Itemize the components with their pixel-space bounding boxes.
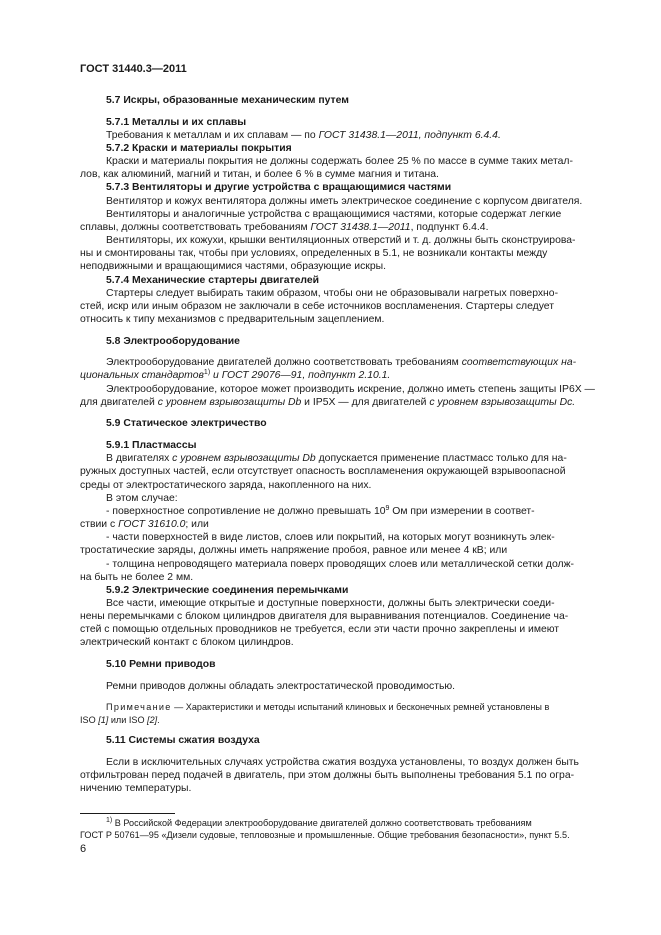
footnote-marker: 1) [203,369,211,377]
document-body [80,94,616,795]
paragraph-line: Вентиляторы и аналогичные устройства с вращающимися частями, которые содержат легкие [106,208,562,220]
paragraph-line: Все части, имеющие открытые и доступные поверхности, должны быть электрически соеди- [106,597,555,609]
list-item: - поверхностное сопротивление не должно превышать $10^9$ Ом при измерении в соответ- [106,504,535,517]
section-5-8-title: 5.8 Электрооборудование [106,335,240,347]
paragraph-line: ствии с ГОСТ 31610.0; или [80,519,209,531]
paragraph-line: тростатические заряды, должны иметь напряжение пробоя, равное или менее 4 кВ; или [80,545,508,557]
paragraph-line: неподвижными и вращающимися частями, образующие искры. [80,261,386,273]
list-item: - толщина непроводящего материала поверх проводящих слоев или металлической сетки долж- [106,558,574,570]
section-5-11-title: 5.11 Системы сжатия воздуха [106,735,260,747]
paragraph-line: электрический контакт с блоком цилиндров. [80,637,294,649]
paragraph: Требования к металлам и их сплавам — по ГОСТ 31438.1—2011, подпункт 6.4.4. [106,129,501,141]
paragraph-line: Электрооборудование, которое может производить искрение, должно иметь степень защиты IP6X — [106,383,595,395]
note-label: Примечание [106,702,172,713]
section-5-7-4-title: 5.7.4 Механические стартеры двигателей [106,274,320,286]
document-header-code: ГОСТ 31440.3—2011 [80,63,187,75]
footnote-divider [80,813,175,814]
footnote [80,817,616,841]
paragraph-line: В этом случае: [106,492,178,504]
section-5-7-2-title: 5.7.2 Краски и материалы покрытия [106,142,292,154]
section-5-9-title: 5.9 Статическое электричество [106,418,267,430]
section-5-9-2-title: 5.9.2 Электрические соединения перемычками [106,584,349,596]
paragraph-line: стей с помощью отдельных проводников не требуется, если эти части прочно закреплены и имеют [80,624,560,636]
paragraph-line: Электрооборудование двигателей должно соответствовать требованиям соответствующих на- [106,357,577,369]
paragraph-line: ничению температуры. [80,783,192,795]
paragraph-line: относить к типу механизмов с предварительным зацеплением. [80,314,385,325]
footnote-marker: 1) [106,817,113,824]
footnote-line: $^{1)}$ В Российской Федерации электрооборудование двигателей должно соответствовать требованиям [106,817,532,828]
standard-reference: ГОСТ 31438.1—2011, подпункт 6.4.4. [318,129,501,141]
page-number: 6 [80,843,87,855]
paragraph-line: сплавы, должны соответствовать требованиям ГОСТ 31438.1—2011, подпункт 6.4.4. [80,221,489,233]
paragraph-line: лов, как алюминий, магний и титан, и более 6 % в сумме магния и титана. [80,169,439,181]
paragraph-line: стей, искр или иным образом не заключали в себе источников воспламенения. Стартеры следует [80,300,554,312]
paragraph-line: Ремни приводов должны обладать электростатической проводимостью. [106,680,456,692]
section-5-7-1-title: 5.7.1 Металлы и их сплавы [106,116,247,128]
paragraph-line: отфильтрован перед подачей в двигатель, при этом должны быть выполнены требования 5.1 по огра- [80,769,575,781]
paragraph-line: Стартеры следует выбирать таким образом, чтобы они не образовывали нагретых поверхно- [106,287,559,299]
section-5-7-3-title: 5.7.3 Вентиляторы и другие устройства с вращающимися частями [106,182,452,194]
standard-reference: ГОСТ 31610.0 [118,519,186,531]
paragraph-line: циональных стандартов$^{1)}$ и ГОСТ 29076—91, подпункт 2.10.1. [80,369,391,382]
paragraph-line: для двигателей с уровнем взрывозащиты Db и IP5X — для двигателей с уровнем взрывозащиты Dc. [80,396,576,408]
footnote-line: ГОСТ Р 50761—95 «Дизели судовые, тепловозные и промышленные. Общие требования безопасности», пункт 5.5. [80,830,570,841]
section-5-9-1-title: 5.9.1 Пластмассы [106,440,197,452]
paragraph-line: Вентиляторы, их кожухи, крышки вентиляционных отверстий и т. д. должны быть сконструирова- [106,235,576,247]
paragraph-line: Краски и материалы покрытия не должны содержать более 25 % по массе в сумме таких метал- [106,156,573,168]
paragraph-line: В двигателях с уровнем взрывозащиты Db допускается применение пластмасс только для на- [106,453,567,465]
standard-reference: ГОСТ 31438.1—2011 [310,221,411,233]
section-5-10-title: 5.10 Ремни приводов [106,659,216,671]
paragraph-line: Если в исключительных случаях устройства сжатия воздуха установлены, то воздух должен быть [106,756,579,768]
paragraph-line: Вентилятор и кожух вентилятора должны иметь электрическое соединение с корпусом двигателя. [106,195,583,207]
paragraph-line: ружных доступных частей, если отсутствует опасность воспламенения окружающей взрывоопасной [80,466,566,478]
list-item: - части поверхностей в виде листов, слоев или покрытий, на которых могут возникнуть элек- [106,532,555,544]
paragraph-line: среды от электростатического заряда, накопленного на них. [80,479,372,491]
paragraph-line: на быть не более 2 мм. [80,571,194,583]
paragraph-line: нены перемычками с блоком цилиндров двигателя для выравнивания потенциалов. Соединение ча- [80,611,569,623]
note: Примечание — Характеристики и методы испытаний клиновых и бесконечных ремней установлены в [106,702,550,713]
note-line: ISO [1] или ISO [2]. [80,714,160,725]
paragraph-line: ны и смонтированы так, чтобы при условиях, определенных в 5.1, не возникали контакты между [80,248,548,260]
section-5-7-title: 5.7 Искры, образованные механическим путем [106,95,349,106]
